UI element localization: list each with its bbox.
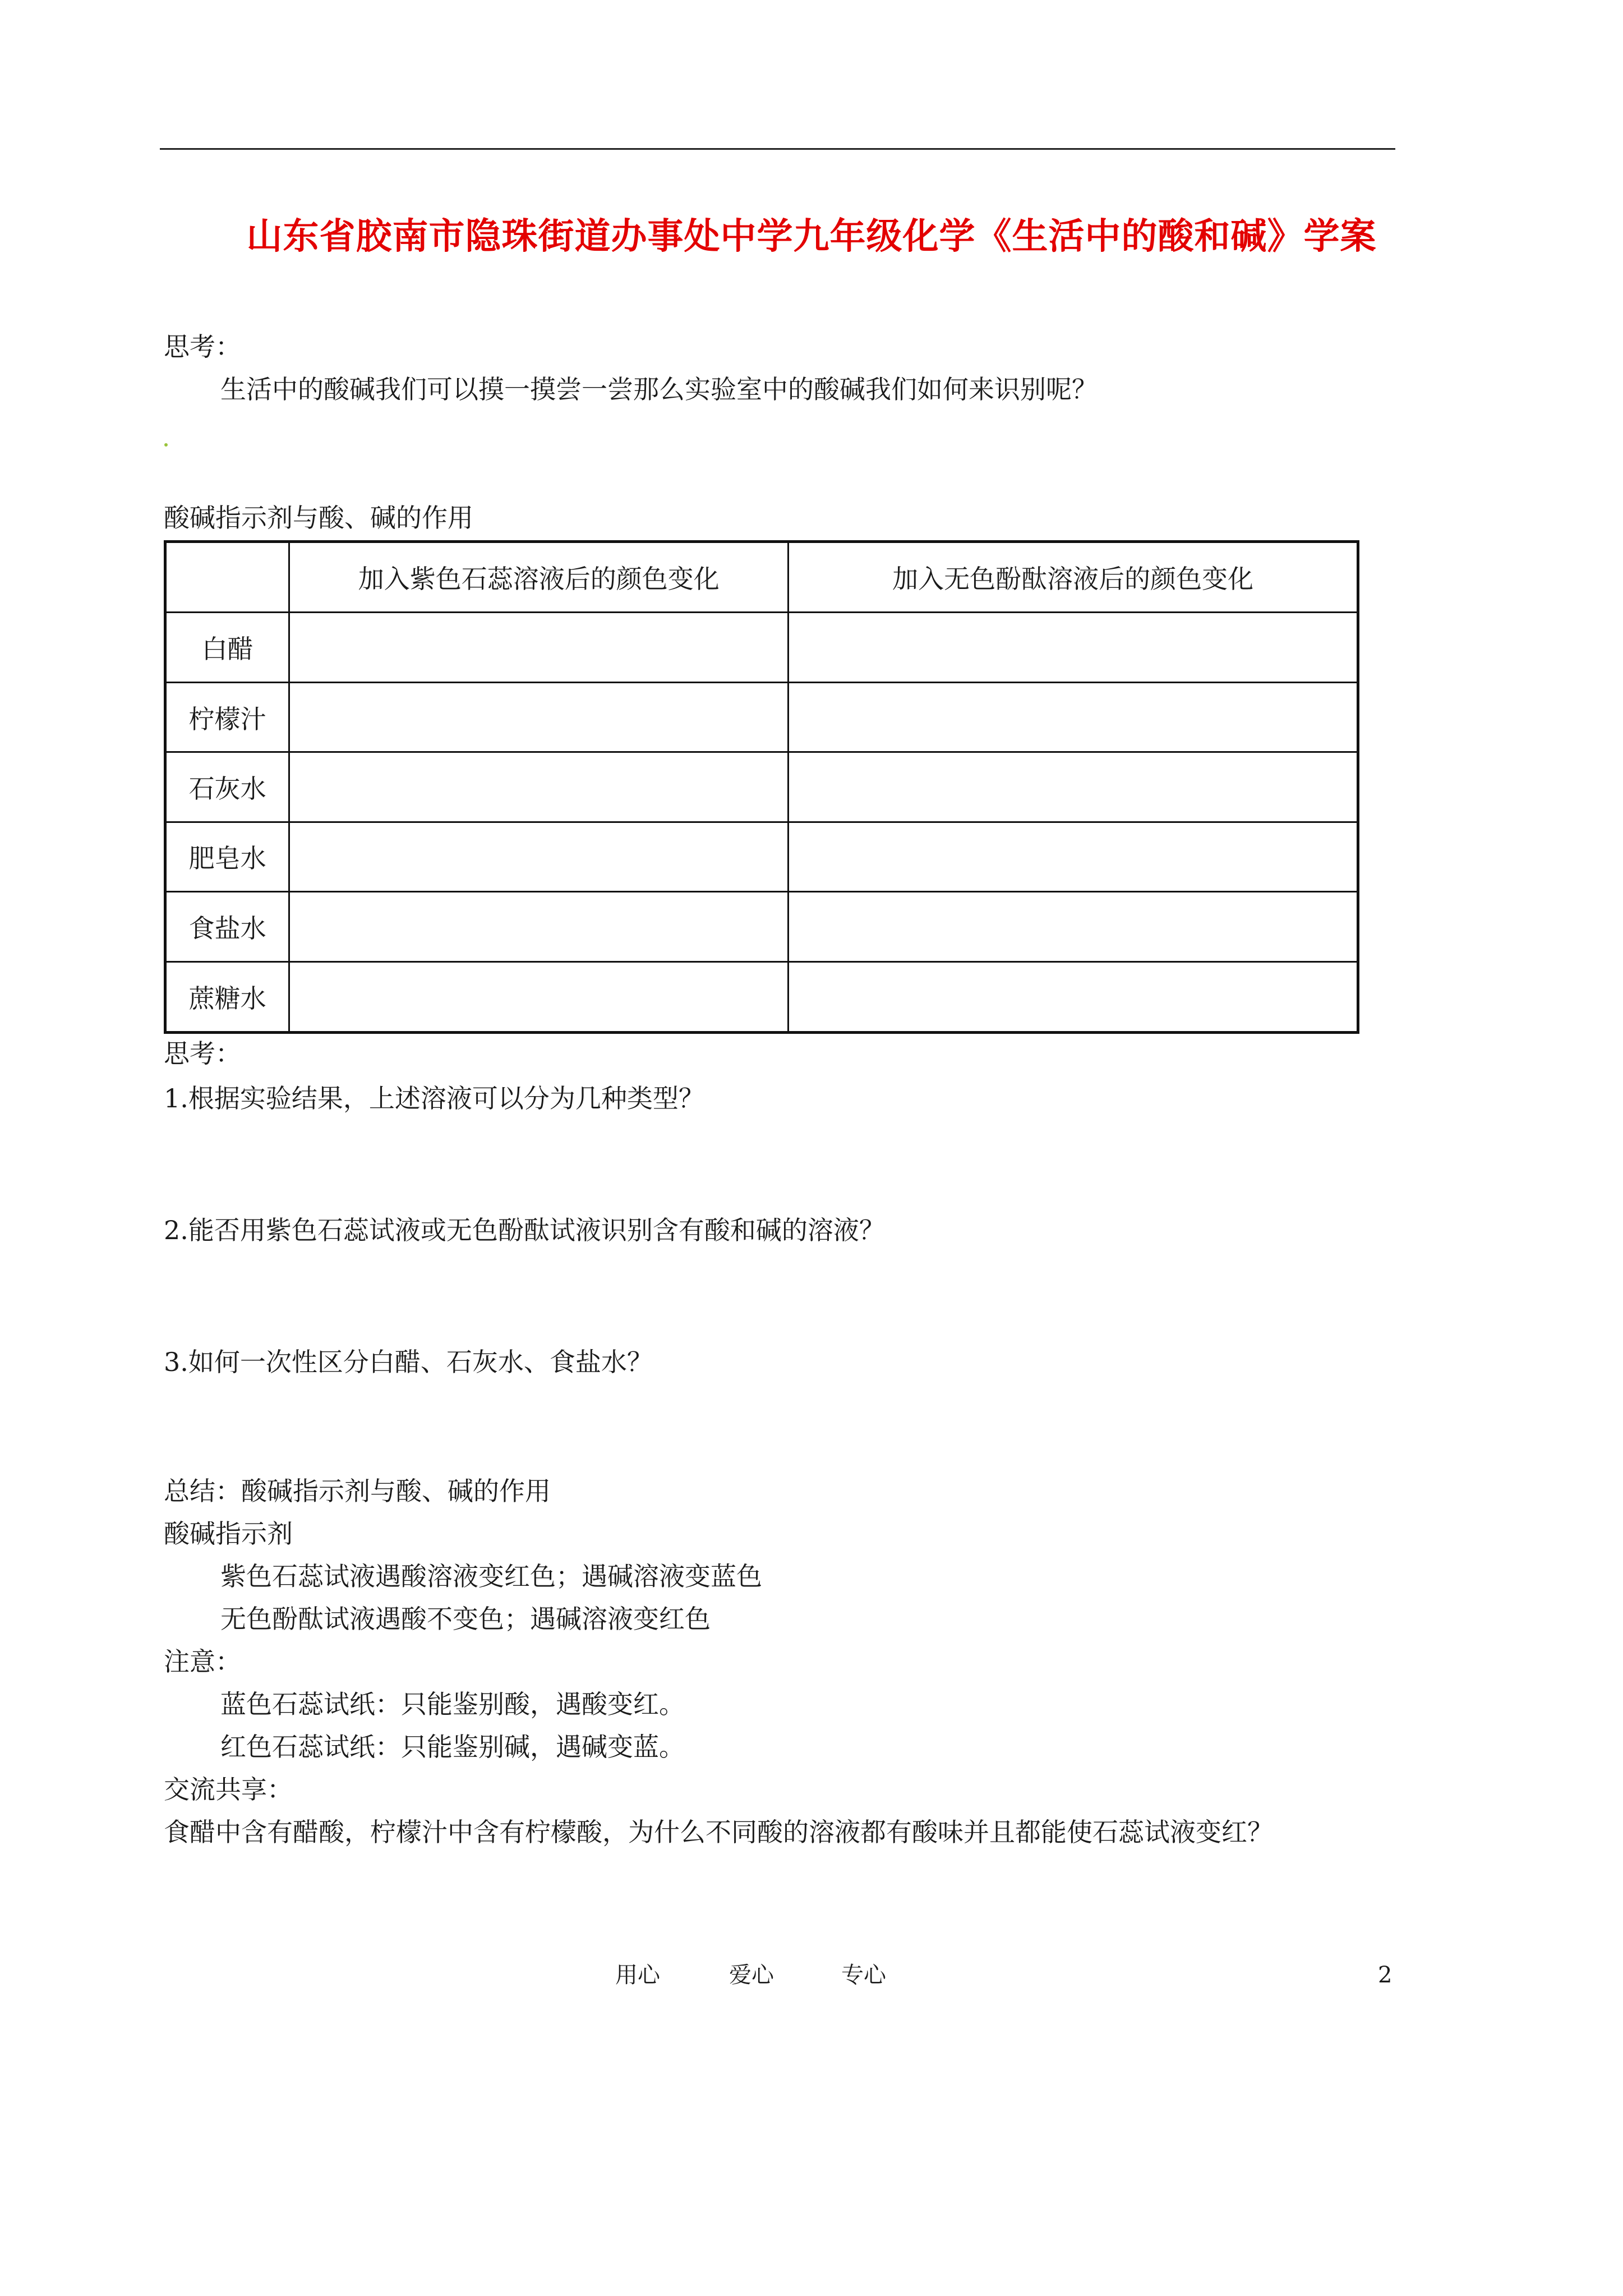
table-header-cell: 加入无色酚酞溶液后的颜色变化 <box>789 542 1358 613</box>
table-row <box>165 613 1358 682</box>
question-3: 3.如何一次性区分白醋、石灰水、食盐水？ <box>164 1347 653 1377</box>
litmus-cell <box>289 822 789 891</box>
summary-item: 无色酚酞试液遇酸不变色；遇碱溶液变红色 <box>220 1604 711 1634</box>
table-row <box>165 892 1358 961</box>
think2-label: 思考： <box>164 1038 241 1069</box>
footer-motto: 专心 <box>841 1962 886 1988</box>
row-label: 石灰水 <box>165 752 289 822</box>
question-2: 2.能否用紫色石蕊试液或无色酚酞试液识别含有酸和碱的溶液？ <box>164 1215 885 1245</box>
note-item: 蓝色石蕊试纸：只能鉴别酸，遇酸变红。 <box>220 1689 685 1719</box>
header-rule <box>160 148 1395 150</box>
table-row <box>165 961 1358 1032</box>
think-label: 思考： <box>164 332 241 362</box>
row-label: 肥皂水 <box>165 822 289 891</box>
phenolphthalein-cell <box>789 961 1358 1032</box>
row-label: 蔗糖水 <box>165 961 289 1032</box>
footer-motto: 用心 <box>615 1962 660 1988</box>
phenolphthalein-cell <box>789 822 1358 891</box>
table-row <box>165 752 1358 822</box>
phenolphthalein-cell <box>789 892 1358 961</box>
summary-heading: 总结：酸碱指示剂与酸、碱的作用 <box>164 1476 551 1506</box>
summary-subheading: 酸碱指示剂 <box>164 1519 293 1549</box>
think-question: 生活中的酸碱我们可以摸一摸尝一尝那么实验室中的酸碱我们如何来识别呢？ <box>220 374 1098 404</box>
row-label: 白醋 <box>165 613 289 682</box>
page-number: 2 <box>1378 1962 1393 1988</box>
litmus-cell <box>289 752 789 822</box>
litmus-cell <box>289 682 789 752</box>
table-caption: 酸碱指示剂与酸、碱的作用 <box>164 503 473 533</box>
litmus-cell <box>289 961 789 1032</box>
row-label: 食盐水 <box>165 892 289 961</box>
table-row <box>165 822 1358 891</box>
question-1: 1.根据实验结果，上述溶液可以分为几种类型？ <box>164 1083 704 1114</box>
note-item: 红色石蕊试纸：只能鉴别碱，遇碱变蓝。 <box>220 1732 685 1762</box>
table-header-row <box>165 542 1358 613</box>
stray-mark <box>164 443 168 447</box>
litmus-cell <box>289 613 789 682</box>
table-header-cell <box>165 542 289 613</box>
indicator-table <box>164 540 1359 1034</box>
document-title: 山东省胶南市隐珠街道办事处中学九年级化学《生活中的酸和碱》学案 <box>246 215 1377 257</box>
table-row <box>165 682 1358 752</box>
share-question: 食醋中含有醋酸，柠檬汁中含有柠檬酸，为什么不同酸的溶液都有酸味并且都能使石蕊试液变红？ <box>164 1817 1273 1847</box>
table-header-cell: 加入紫色石蕊溶液后的颜色变化 <box>289 542 789 613</box>
litmus-cell <box>289 892 789 961</box>
footer-motto: 爱心 <box>729 1962 774 1988</box>
summary-item: 紫色石蕊试液遇酸溶液变红色；遇碱溶液变蓝色 <box>220 1561 762 1591</box>
phenolphthalein-cell <box>789 613 1358 682</box>
notes-label: 注意： <box>164 1646 241 1677</box>
phenolphthalein-cell <box>789 682 1358 752</box>
row-label: 柠檬汁 <box>165 682 289 752</box>
share-label: 交流共享： <box>164 1774 293 1805</box>
phenolphthalein-cell <box>789 752 1358 822</box>
